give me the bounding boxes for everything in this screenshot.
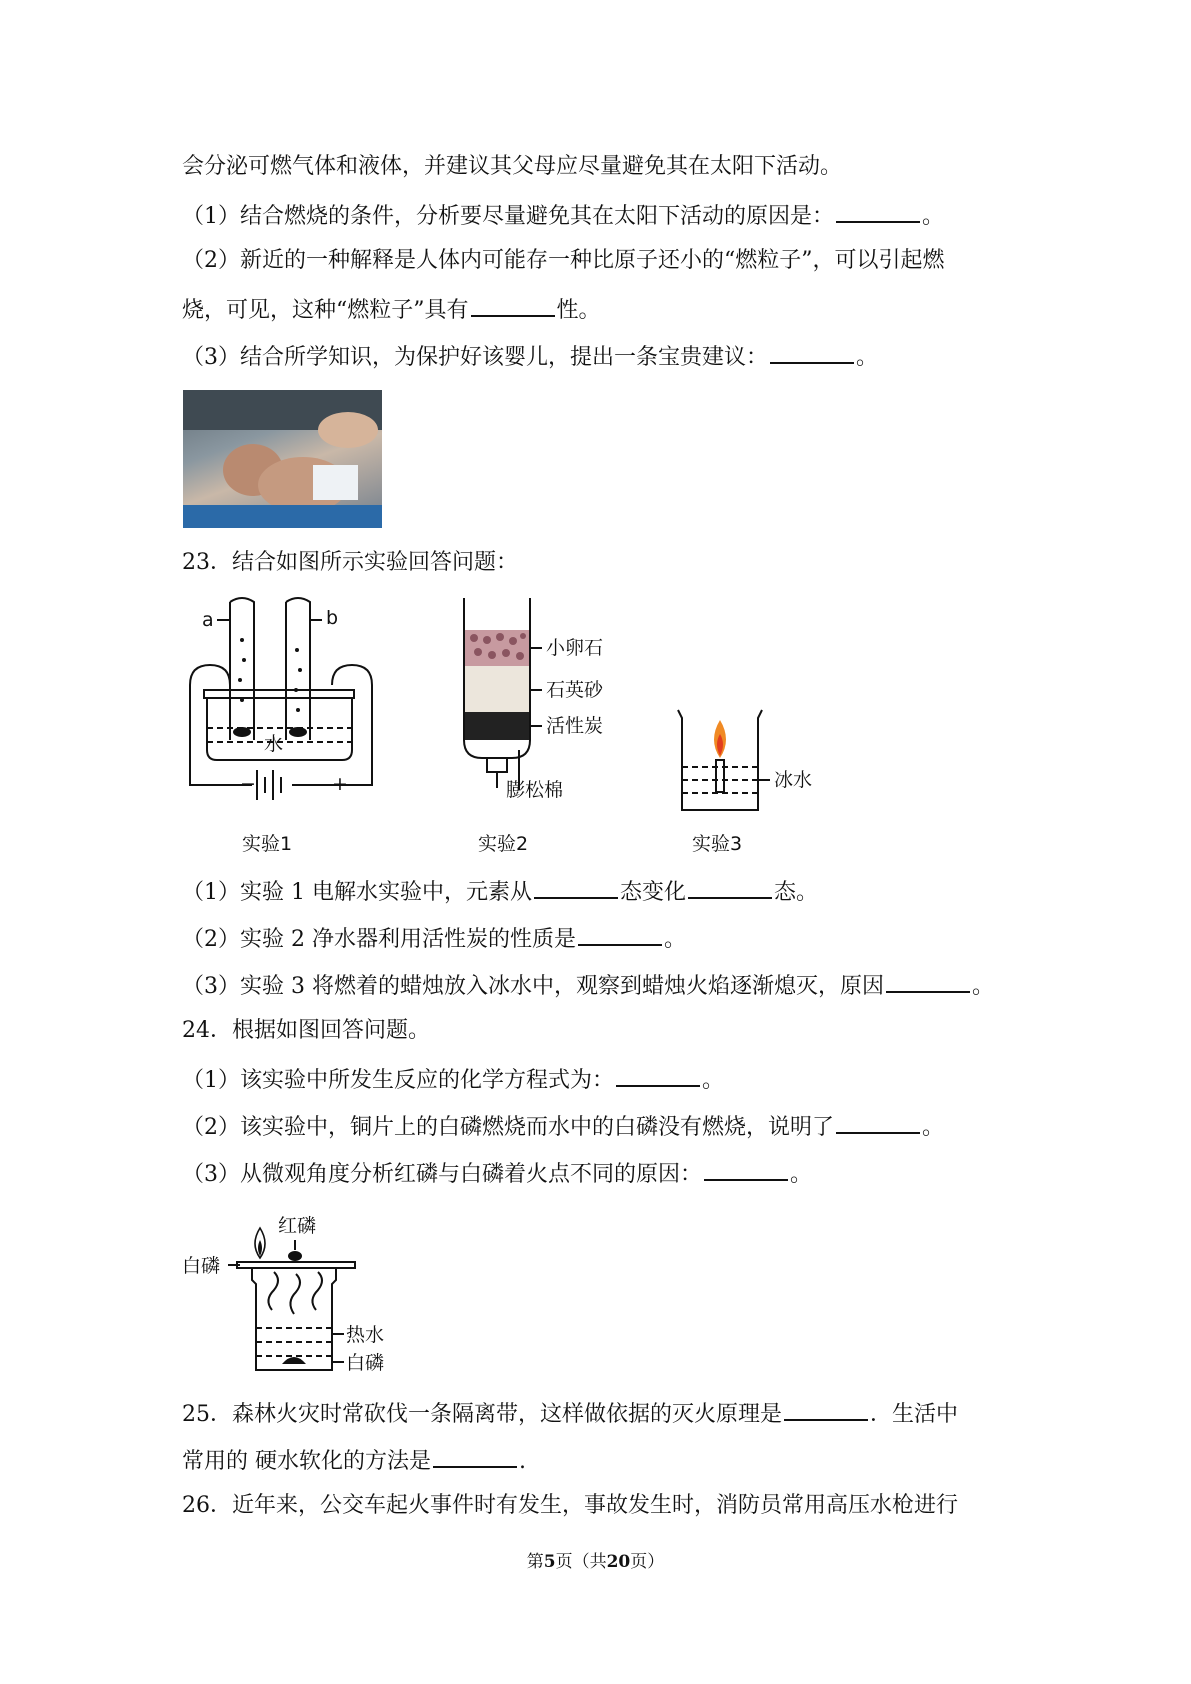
baby-photo [183, 390, 382, 528]
question-25: 25．森林火灾时常砍伐一条隔离带，这样做依据的灭火原理是 ．生活中 [182, 1397, 958, 1430]
question-22-1: （1）结合燃烧的条件，分析要尽量避免其在太阳下活动的原因是： 。 [182, 199, 944, 232]
answer-blank[interactable] [836, 1110, 920, 1134]
question-23-2: （2）实验 2 净水器利用活性炭的性质是 。 [182, 922, 686, 955]
hot-water-label: 热水 [346, 1324, 385, 1346]
water-label: 水 [264, 733, 284, 755]
answer-blank[interactable] [534, 875, 618, 899]
page-total: 20 [606, 1552, 631, 1572]
experiment-2-caption: 实验2 [478, 833, 529, 855]
figure-23-svg [182, 590, 842, 860]
red-phosphorus-dot [288, 1251, 302, 1261]
candle-beaker [678, 710, 770, 810]
answer-blank[interactable] [688, 875, 772, 899]
figure-23 [182, 590, 842, 860]
question-23-3: （3）实验 3 将燃着的蜡烛放入冰水中，观察到蜡烛火焰逐渐熄灭，原因 。 [182, 969, 994, 1002]
question-24-1: （1）该实验中所发生反应的化学方程式为： 。 [182, 1063, 724, 1096]
red-phosphorus-label: 红磷 [278, 1215, 317, 1237]
answer-blank[interactable] [616, 1063, 700, 1087]
text-line: 会分泌可燃气体和液体，并建议其父母应尽量避免其在太阳下活动。 [182, 154, 843, 179]
question-22-3: （3）结合所学知识，为保护好该婴儿，提出一条宝贵建议： 。 [182, 340, 878, 373]
layer-pebbles-label: 小卵石 [546, 637, 604, 659]
question-23-1: （1）实验 1 电解水实验中，元素从 态变化 态。 [182, 875, 818, 908]
answer-blank[interactable] [578, 922, 662, 946]
white-phosphorus-underwater [282, 1357, 306, 1364]
experiment-1-caption: 实验1 [242, 833, 293, 855]
question-22-2: （2）新近的一种解释是人体内可能存一种比原子还小的“燃粒子”，可以引起燃 [182, 248, 945, 273]
white-phosphorus-top-label: 白磷 [182, 1255, 221, 1277]
answer-blank[interactable] [433, 1444, 517, 1468]
tube-a-label: a [202, 609, 214, 631]
question-22-2-cont: 烧，可见，这种“燃粒子”具有 性。 [182, 293, 601, 326]
question-24: 24．根据如图回答问题。 [182, 1018, 430, 1043]
page-number: 5 [543, 1552, 556, 1572]
white-phosphorus-bottom-label: 白磷 [346, 1352, 385, 1374]
layer-quartz-sand-label: 石英砂 [546, 679, 604, 701]
question-25-cont: 常用的 硬水软化的方法是 . [182, 1444, 526, 1477]
question-26: 26．近年来，公交车起火事件时有发生，事故发生时，消防员常用高压水枪进行 [182, 1493, 958, 1518]
answer-blank[interactable] [704, 1157, 788, 1181]
answer-blank[interactable] [886, 969, 970, 993]
white-phosphorus-flame [255, 1228, 265, 1258]
answer-blank[interactable] [770, 340, 854, 364]
water-purifier [464, 598, 542, 790]
answer-blank[interactable] [836, 199, 920, 223]
layer-cotton-label: 膨松棉 [506, 779, 564, 801]
answer-blank[interactable] [471, 293, 555, 317]
answer-blank[interactable] [784, 1397, 868, 1421]
battery-minus-label: − [240, 773, 256, 795]
page-footer: 第5页（共20页） [526, 1552, 665, 1572]
experiment-3-caption: 实验3 [692, 833, 743, 855]
question-23: 23．结合如图所示实验回答问题： [182, 550, 518, 575]
electrolysis-apparatus [190, 598, 372, 800]
figure-24-svg [182, 1210, 422, 1380]
layer-activated-carbon-label: 活性炭 [546, 715, 604, 737]
question-24-3: （3）从微观角度分析红磷与白磷着火点不同的原因： 。 [182, 1157, 812, 1190]
battery-plus-label: + [332, 773, 348, 795]
ice-water-label: 冰水 [774, 769, 813, 791]
question-24-2: （2）该实验中，铜片上的白磷燃烧而水中的白磷没有燃烧，说明了 。 [182, 1110, 944, 1143]
tube-b-label: b [326, 607, 339, 629]
figure-24 [182, 1210, 422, 1380]
